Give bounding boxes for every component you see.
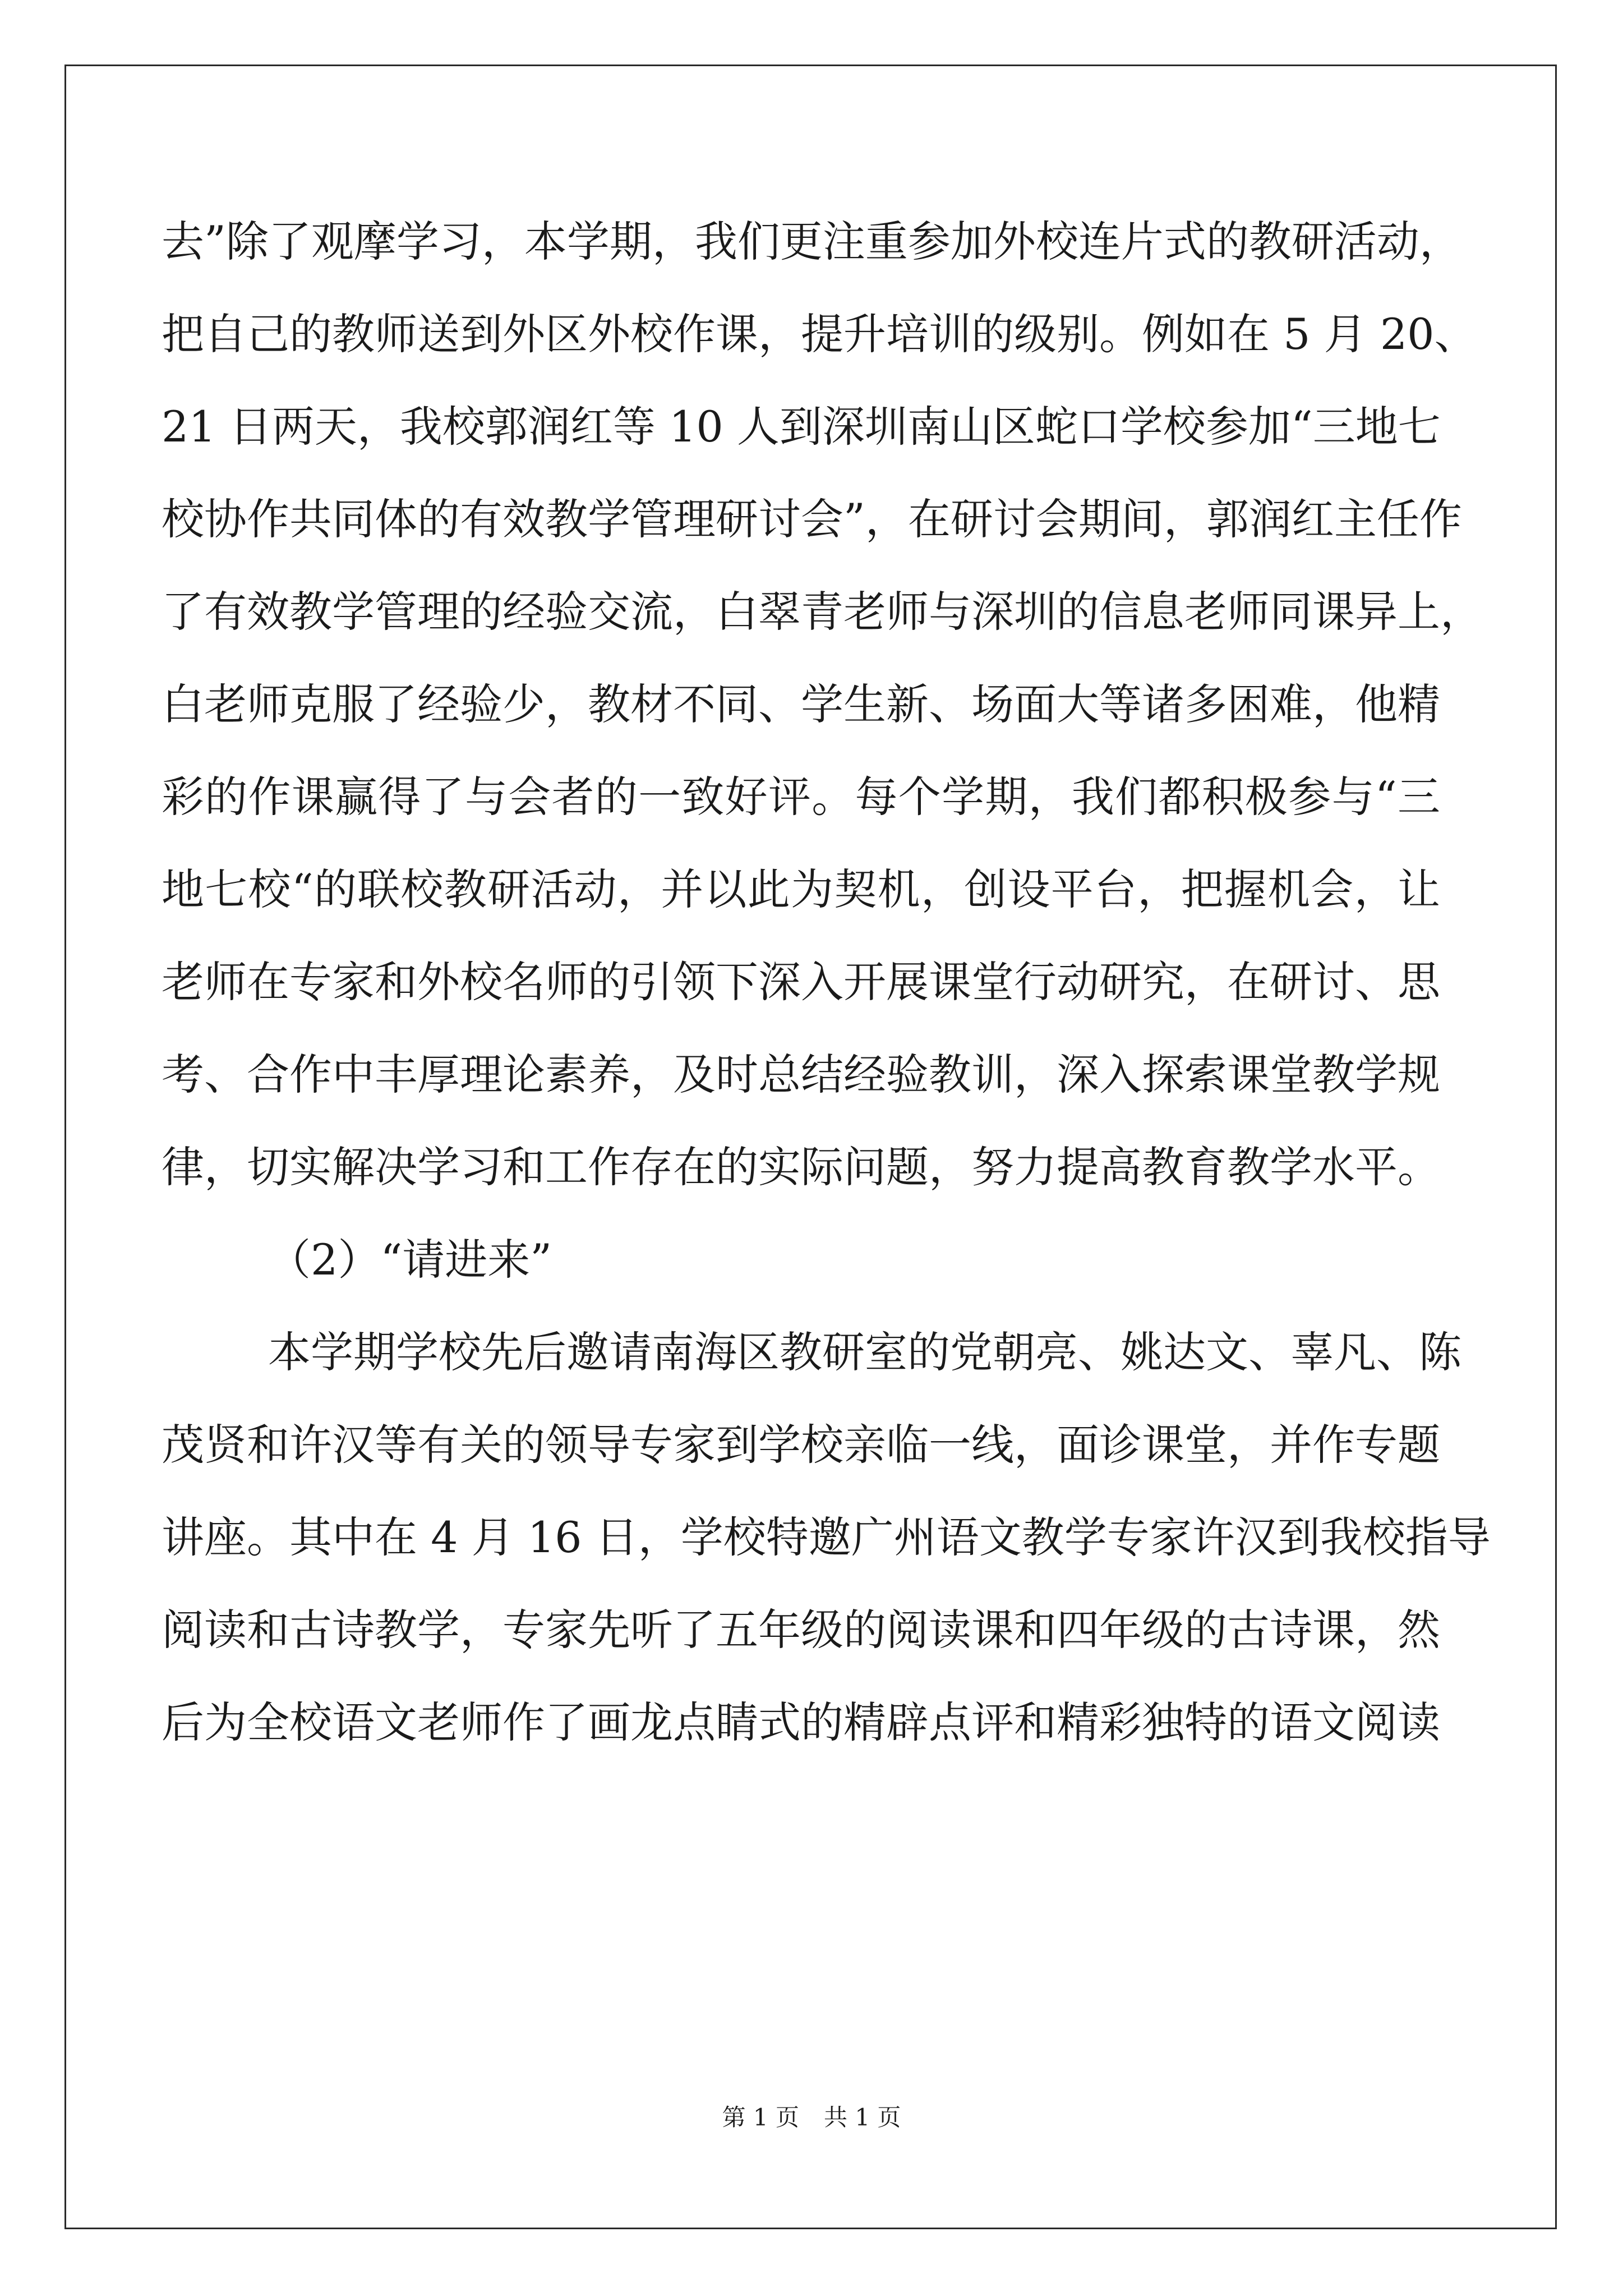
body-line: 去”除了观摩学习，本学期，我们更注重参加外校连片式的教研活动， (162, 217, 1462, 266)
body-line: 阅读和古诗教学，专家先听了五年级的阅读课和四年级的古诗课，然 (162, 1605, 1440, 1655)
body-line: 白老师克服了经验少，教材不同、学生新、场面大等诸多困难，他精 (162, 679, 1440, 729)
body-line: 茂贤和许汉等有关的领导专家到学校亲临一线，面诊课堂，并作专题 (162, 1420, 1440, 1470)
body-line: 把自己的教师送到外区外校作课，提升培训的级别。例如在 5 月 20、 (162, 309, 1477, 359)
body-line: 21 日两天，我校郭润红等 10 人到深圳南山区蛇口学校参加“三地七 (162, 402, 1441, 452)
document-body (162, 195, 1491, 1769)
page-footer (0, 2101, 1623, 2134)
body-line: 本学期学校先后邀请南海区教研室的党朝亮、姚达文、辜凡、陈 (268, 1327, 1461, 1377)
body-line: 律，切实解决学习和工作存在的实际问题，努力提高教育教学水平。 (162, 1142, 1440, 1192)
body-line: 校协作共同体的有效教学管理研讨会”，在研讨会期间，郭润红主任作 (162, 494, 1462, 544)
page-total: 共 1 页 (824, 2104, 901, 2131)
page-number: 第 1 页 (722, 2104, 799, 2131)
section-heading: （2）“请进来” (268, 1235, 552, 1285)
body-line: 讲座。其中在 4 月 16 日，学校特邀广州语文教学专家许汉到我校指导 (162, 1512, 1491, 1562)
body-line: 后为全校语文老师作了画龙点睛式的精辟点评和精彩独特的语文阅读 (162, 1697, 1440, 1747)
body-line: 了有效教学管理的经验交流，白翠青老师与深圳的信息老师同课异上， (162, 587, 1483, 637)
body-line: 地七校“的联校教研活动，并以此为契机，创设平台，把握机会，让 (162, 864, 1440, 914)
body-line: 老师在专家和外校名师的引领下深入开展课堂行动研究，在研讨、思 (162, 957, 1440, 1007)
body-line: 考、合作中丰厚理论素养，及时总结经验教训，深入探索课堂教学规 (162, 1050, 1440, 1099)
body-line: 彩的作课赢得了与会者的一致好评。每个学期，我们都积极参与“三 (162, 772, 1440, 822)
